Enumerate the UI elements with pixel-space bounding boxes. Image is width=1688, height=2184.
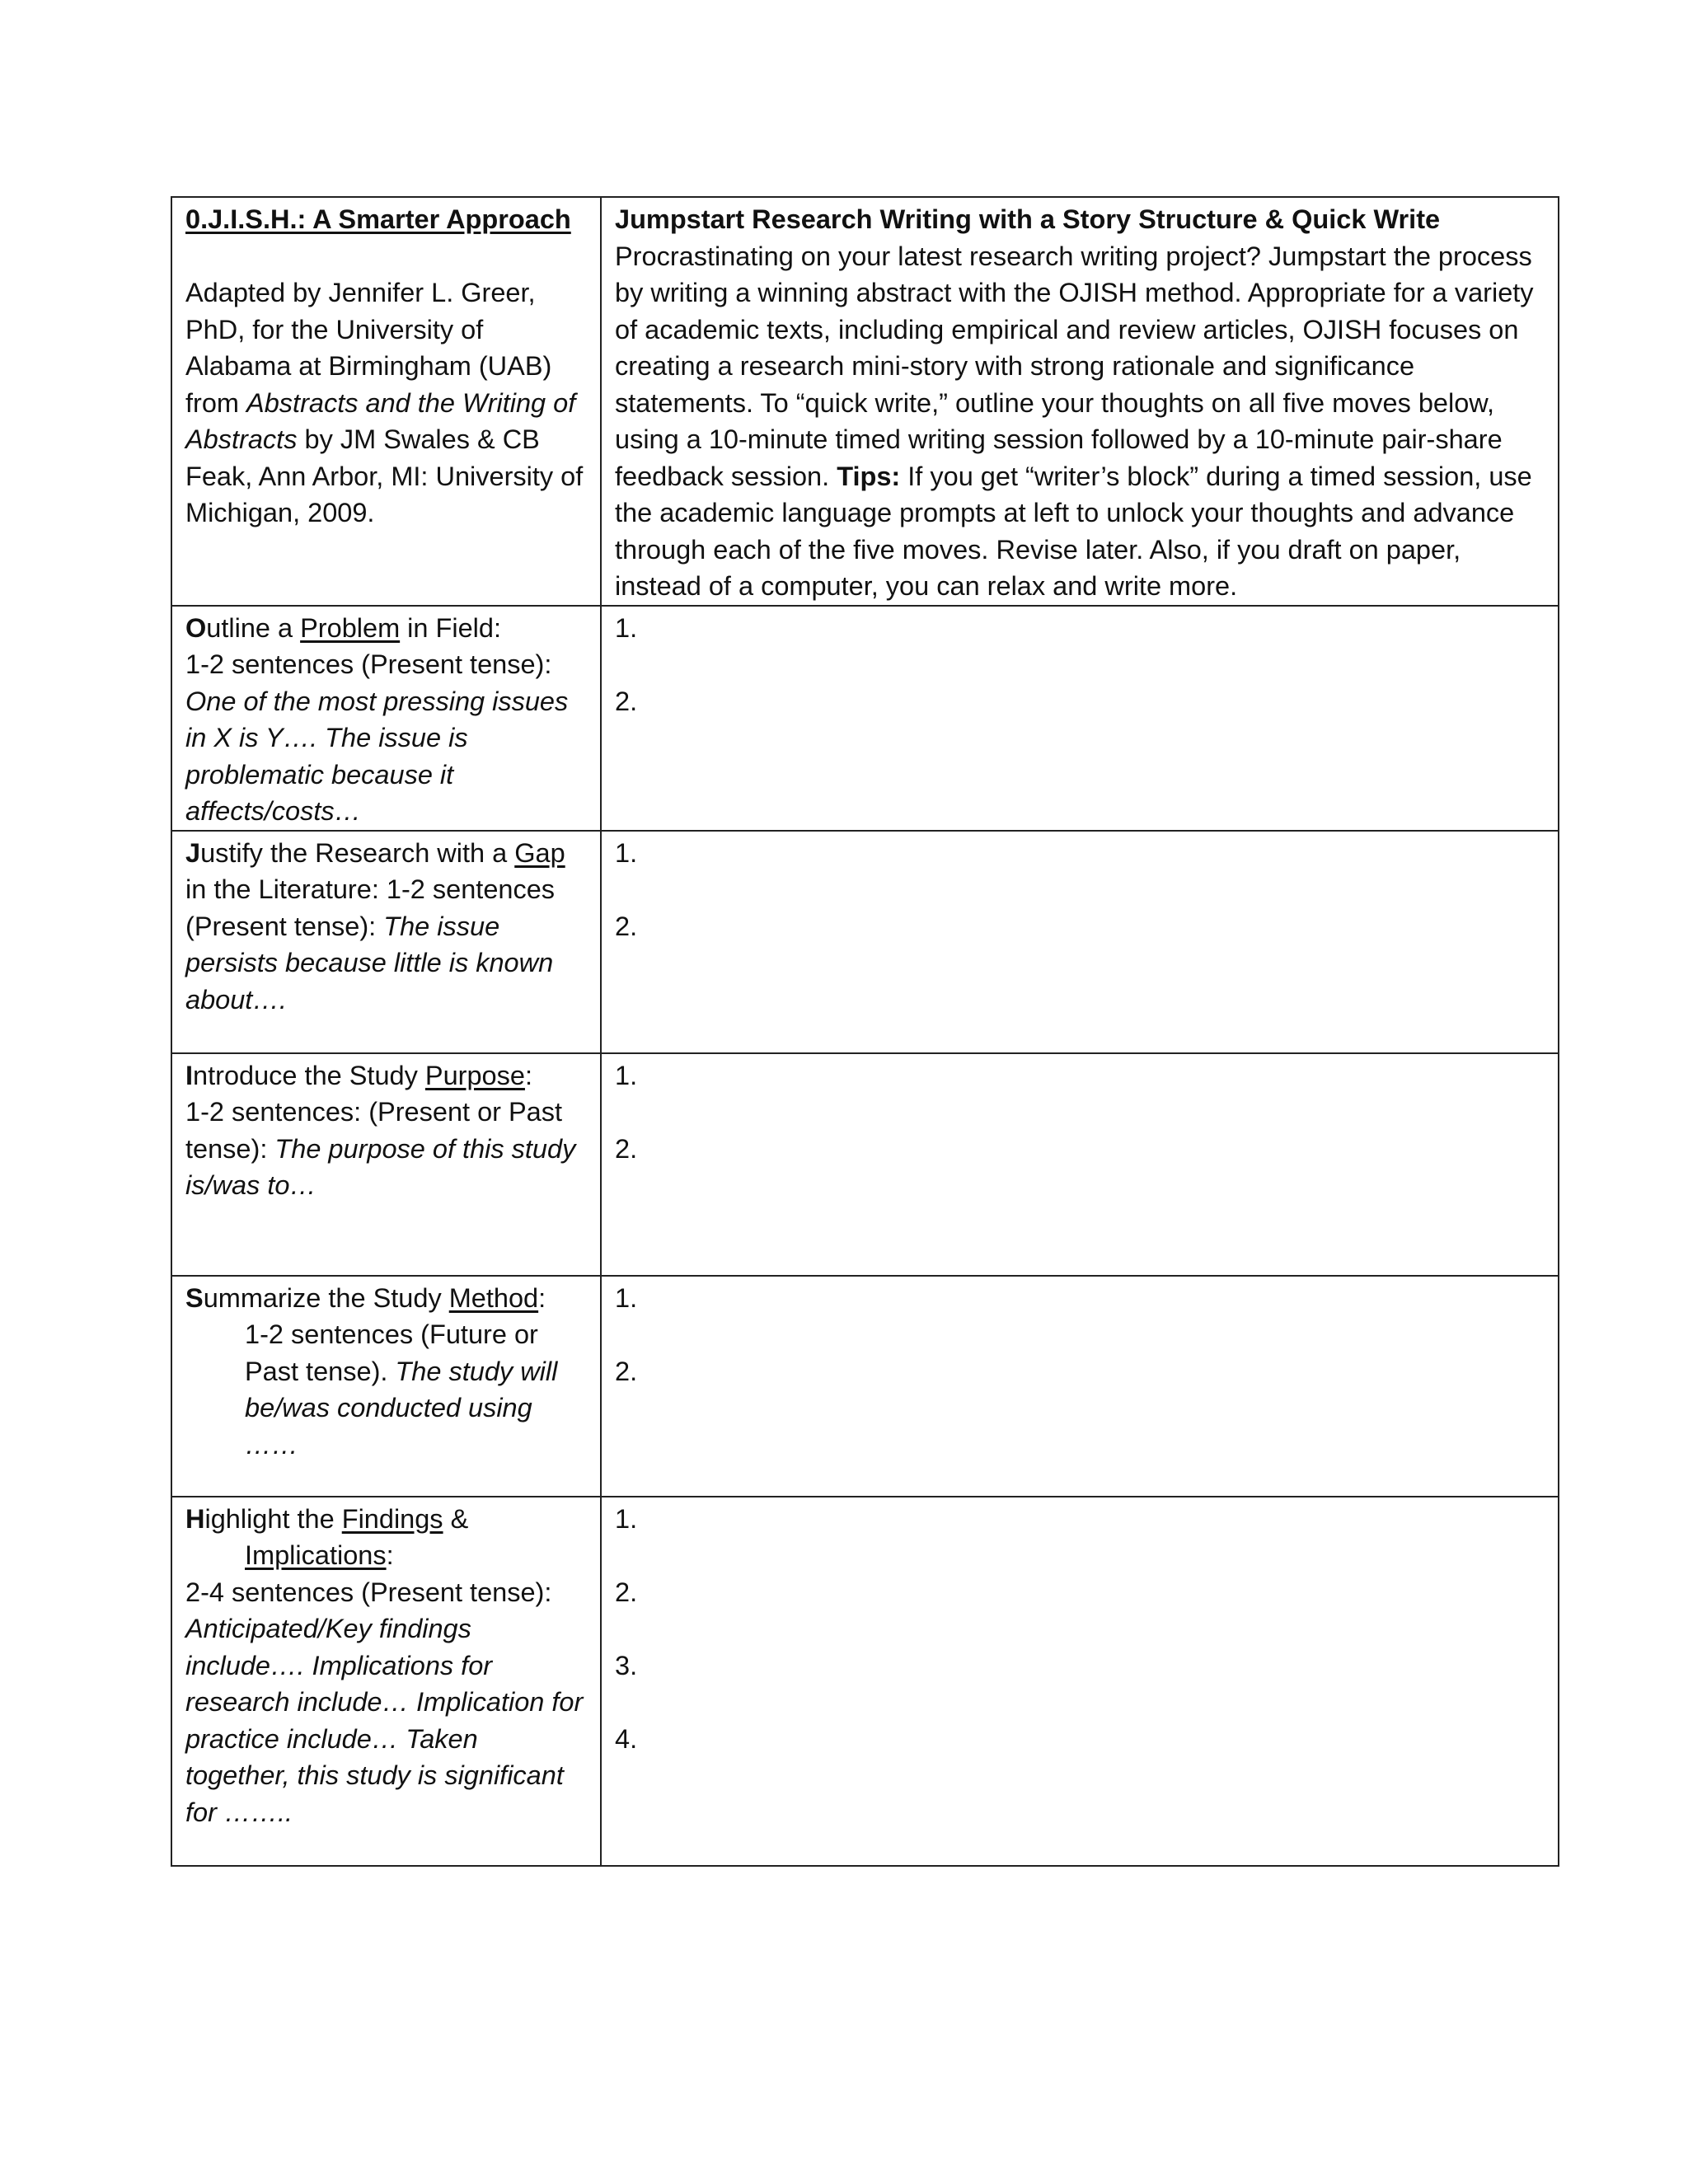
line-number: 1. xyxy=(615,1060,638,1090)
header-left-cell xyxy=(171,197,601,606)
move-letter: I xyxy=(185,1060,194,1090)
line-number: 1. xyxy=(615,837,638,868)
move-letter: O xyxy=(185,612,207,643)
line-number: 2. xyxy=(615,1356,638,1386)
move-instruction-line xyxy=(185,1094,587,1204)
move-key: Method xyxy=(448,1282,539,1313)
prompt-cell-introduce xyxy=(171,1053,601,1276)
line-number: 1. xyxy=(615,612,638,643)
move-key: Gap xyxy=(514,837,565,868)
right-title: Jumpstart Research Writing with a Story Structure & Quick Write xyxy=(615,204,1441,234)
credit-part1: Adapted by Jennifer L. Greer, PhD, for the University of Alabama at Birmingham (UAB) from xyxy=(185,278,552,418)
move-prompt: The study will be/was conducted using …… xyxy=(245,1356,558,1460)
move-key: Purpose xyxy=(424,1060,525,1090)
header-right-cell xyxy=(601,197,1559,606)
move-text: utline a xyxy=(206,612,301,643)
writing-cell-highlight[interactable] xyxy=(601,1497,1559,1866)
move-text-post: in Field: xyxy=(400,612,501,643)
move-key-2: Implications xyxy=(245,1540,387,1570)
writing-cell-justify[interactable] xyxy=(601,831,1559,1053)
move-prompt: One of the most pressing issues in X is Y…. The issue is problematic because it affects/costs… xyxy=(185,686,569,826)
left-title: 0.J.I.S.H.: A Smarter Approach xyxy=(185,204,571,234)
credit-book-title: Abstracts and the Writing of Abstracts xyxy=(185,387,576,454)
intro-part1: Procrastinating on your latest research writing project? Jumpstart the process by writing a winning abstract with the OJISH method. Appropriate for a variety of academic texts, including empirical and review articles, OJISH focuses on creating a research mini-story with strong rationale and significance statements. To “quick write,” outline your thoughts on all five moves below, using a 10-minute timed writing session followed by a 10-minute pair-share feedback session. xyxy=(615,241,1534,491)
writing-cell-introduce[interactable] xyxy=(601,1053,1559,1276)
move-text-post: & xyxy=(443,1503,469,1534)
line-number: 4. xyxy=(615,1723,638,1754)
move-prompt: Anticipated/Key findings include…. Implications for research include… Implication for practice include… Taken together, this study is significant for …….. xyxy=(185,1614,584,1827)
line-number: 1. xyxy=(615,1282,638,1313)
move-heading-justify xyxy=(185,835,587,1019)
line-number: 2. xyxy=(615,1577,638,1607)
credit-part2: by JM Swales & CB Feak, Ann Arbor, MI: University of Michigan, 2009. xyxy=(185,424,584,527)
move-instruction: 1-2 sentences: (Present or Past tense): xyxy=(185,1097,563,1164)
tips-label: Tips: xyxy=(837,461,901,491)
writing-cell-outline[interactable] xyxy=(601,606,1559,831)
move-heading-continued xyxy=(185,1537,587,1574)
row-introduce xyxy=(171,1053,1559,1276)
writing-cell-summarize[interactable] xyxy=(601,1276,1559,1497)
prompt-cell-summarize xyxy=(171,1276,601,1497)
move-key: Problem xyxy=(300,612,401,643)
row-highlight xyxy=(171,1497,1559,1866)
header-row xyxy=(171,197,1559,606)
prompt-cell-justify xyxy=(171,831,601,1053)
move-heading-summarize xyxy=(185,1280,587,1317)
move-heading-outline xyxy=(185,610,587,647)
move-text: ighlight the xyxy=(204,1503,342,1534)
move-heading-introduce xyxy=(185,1057,587,1094)
move-letter: H xyxy=(185,1503,205,1534)
credit-text xyxy=(185,274,587,532)
move-letter: J xyxy=(185,837,201,868)
intro-part2: If you get “writer’s block” during a timed session, use the academic language prompts at left to unlock your thoughts and advance through each of the five moves. Revise later. Also, if you draft on paper, instead of a computer, you can relax and write more. xyxy=(615,461,1532,601)
move-text-post: : xyxy=(538,1282,546,1313)
line-number: 2. xyxy=(615,1133,638,1164)
move-text-post-2: : xyxy=(386,1540,394,1570)
move-key: Findings xyxy=(341,1503,443,1534)
line-number: 2. xyxy=(615,911,638,941)
move-instruction: 1-2 sentences (Future or Past tense). xyxy=(245,1319,538,1386)
line-number: 3. xyxy=(615,1650,638,1680)
move-text: ustify the Research with a xyxy=(200,837,515,868)
row-justify xyxy=(171,831,1559,1053)
move-text: ummarize the Study xyxy=(203,1282,449,1313)
move-instruction: 1-2 sentences (Present tense): xyxy=(185,649,552,679)
move-letter: S xyxy=(185,1282,204,1313)
move-prompt: The issue persists because little is known about…. xyxy=(185,911,554,1015)
row-summarize xyxy=(171,1276,1559,1497)
line-number: 2. xyxy=(615,686,638,716)
intro-text xyxy=(615,238,1545,605)
move-text: ntroduce the Study xyxy=(193,1060,425,1090)
move-text-post: in the Literature: 1-2 sentences (Present tense): xyxy=(185,874,556,941)
ojish-table xyxy=(171,196,1559,1867)
move-instruction-line xyxy=(185,1316,587,1463)
line-number: 1. xyxy=(615,1503,638,1534)
move-prompt: The purpose of this study is/was to… xyxy=(185,1133,576,1200)
prompt-cell-outline xyxy=(171,606,601,831)
prompt-cell-highlight xyxy=(171,1497,601,1866)
move-instruction: 2-4 sentences (Present tense): xyxy=(185,1577,552,1607)
row-outline xyxy=(171,606,1559,831)
move-heading-highlight xyxy=(185,1501,587,1538)
move-text-post: : xyxy=(524,1060,532,1090)
